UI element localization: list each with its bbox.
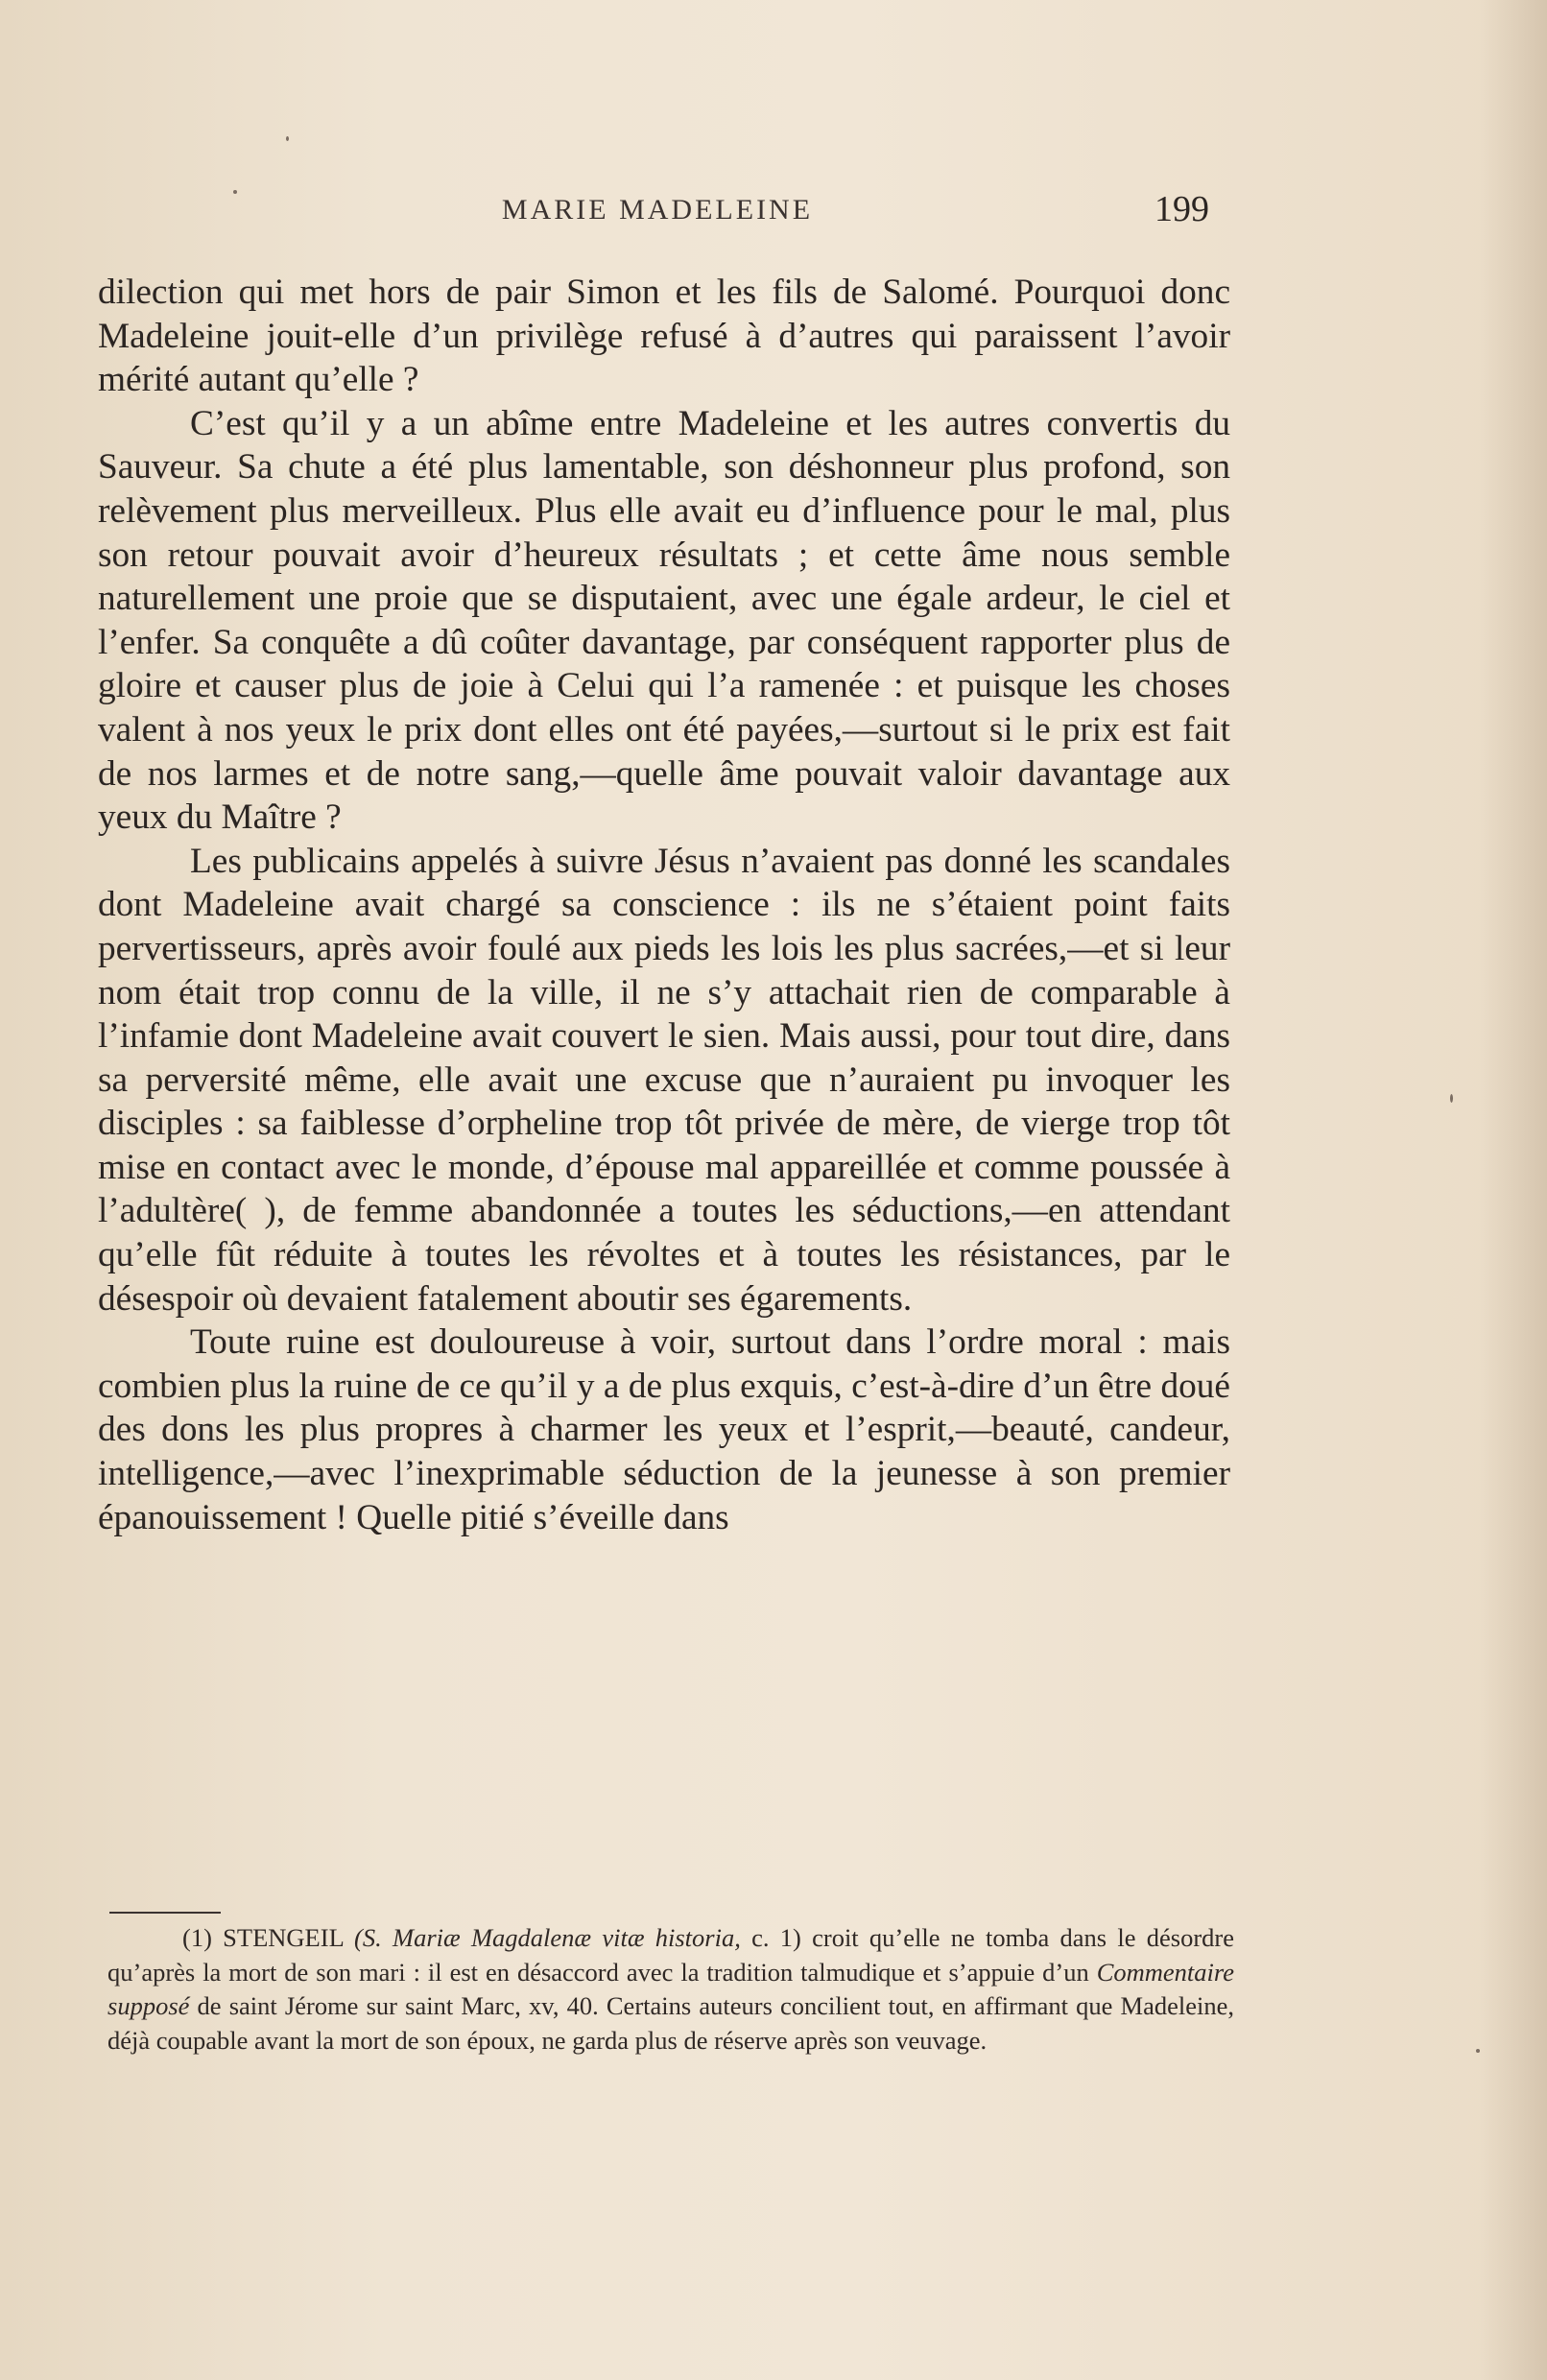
paper-speck — [233, 190, 237, 194]
paper-speck — [1450, 1094, 1453, 1103]
paragraph: Les publicains appelés à suivre Jésus n’avaient pas donné les scandales dont Madeleine avait chargé sa conscience : ils ne s’étaient point faits pervertisseurs, après avoir foulé aux pieds les lois les plus sacrées,—et si leur nom était trop connu de la ville, il ne s’y attachait rien de comparable à l’infamie dont Madeleine avait couvert le sien. Mais aussi, pour tout dire, dans sa perversité même, elle avait une excuse que n’auraient pu invoquer les disciples : sa faiblesse d’orpheline trop tôt privée de mère, de vierge trop tôt mise en contact avec le monde, d’épouse mal appareillée et comme poussée à l’adultère( ), de femme abandonnée a toutes les séductions,—en attendant qu’elle fût réduite à toutes les révoltes et à toutes les résistances, par le désespoir où devaient fatalement aboutir ses égarements. — [98, 841, 1230, 1319]
body-text — [98, 271, 1230, 1539]
footnote-text: c. 1) croit qu’elle ne tomba dans le désordre qu’après la mort de son mari : il est en désaccord avec la tradition talmudique et s’appuie d’un — [107, 1923, 1235, 1987]
footnote-text: de saint Jérome sur saint Marc, xv, 40. Certains auteurs concilient tout, en affirmant que Madeleine, déjà coupable avant la mort de son époux, ne garda plus de réserve après son veuvage. — [107, 1991, 1234, 2055]
footnote-divider — [109, 1912, 221, 1914]
paragraph: C’est qu’il y a un abîme entre Madeleine et les autres convertis du Sauveur. Sa chute a été plus lamentable, son déshonneur plus profond, son relèvement plus merveilleux. Plus elle avait eu d’influence pour le mal, plus son retour pouvait avoir d’heureux résultats ; et cette âme nous semble naturellement une proie que se disputaient, avec une égale ardeur, le ciel et l’enfer. Sa conquête a dû coûter davantage, par conséquent rapporter plus de gloire et causer plus de joie à Celui qui l’a ramenée : et puisque les choses valent à nos yeux le prix dont elles ont été payées,—surtout si le prix est fait de nos larmes et de notre sang,—quelle âme pouvait valoir davantage aux yeux du Maître ? — [98, 403, 1230, 838]
footnote-author: STENGEIL — [223, 1923, 344, 1952]
page-number: 199 — [1154, 189, 1209, 229]
paper-speck — [286, 136, 289, 141]
footnotes — [107, 1921, 1234, 2058]
footnote — [107, 1921, 1234, 2058]
running-head — [106, 188, 1209, 236]
footnote-work-title: (S. Mariæ Magdalenæ vitæ historia, — [354, 1923, 741, 1952]
paragraph: Toute ruine est douloureuse à voir, surtout dans l’ordre moral : mais combien plus la ruine de ce qu’il y a de plus exquis, c’est-à-dire d’un être doué des dons les plus propres à charmer les yeux et l’esprit,—beauté, candeur, intelligence,—avec l’inexprimable séduction de la jeunesse à son premier épanouissement ! Quelle pitié s’éveille dans — [98, 1322, 1230, 1537]
footnote-marker: (1) — [182, 1923, 212, 1952]
footnote-commentary-title: Commentaire supposé — [107, 1957, 1234, 2020]
paper-speck — [1476, 2049, 1480, 2053]
running-title: MARIE MADELEINE — [501, 194, 814, 226]
paragraph-continuation: dilection qui met hors de pair Simon et les fils de Salomé. Pourquoi donc Madeleine jouit-elle d’un privilège refusé à d’autres qui paraissent l’avoir mérité autant qu’elle ? — [98, 273, 1230, 400]
